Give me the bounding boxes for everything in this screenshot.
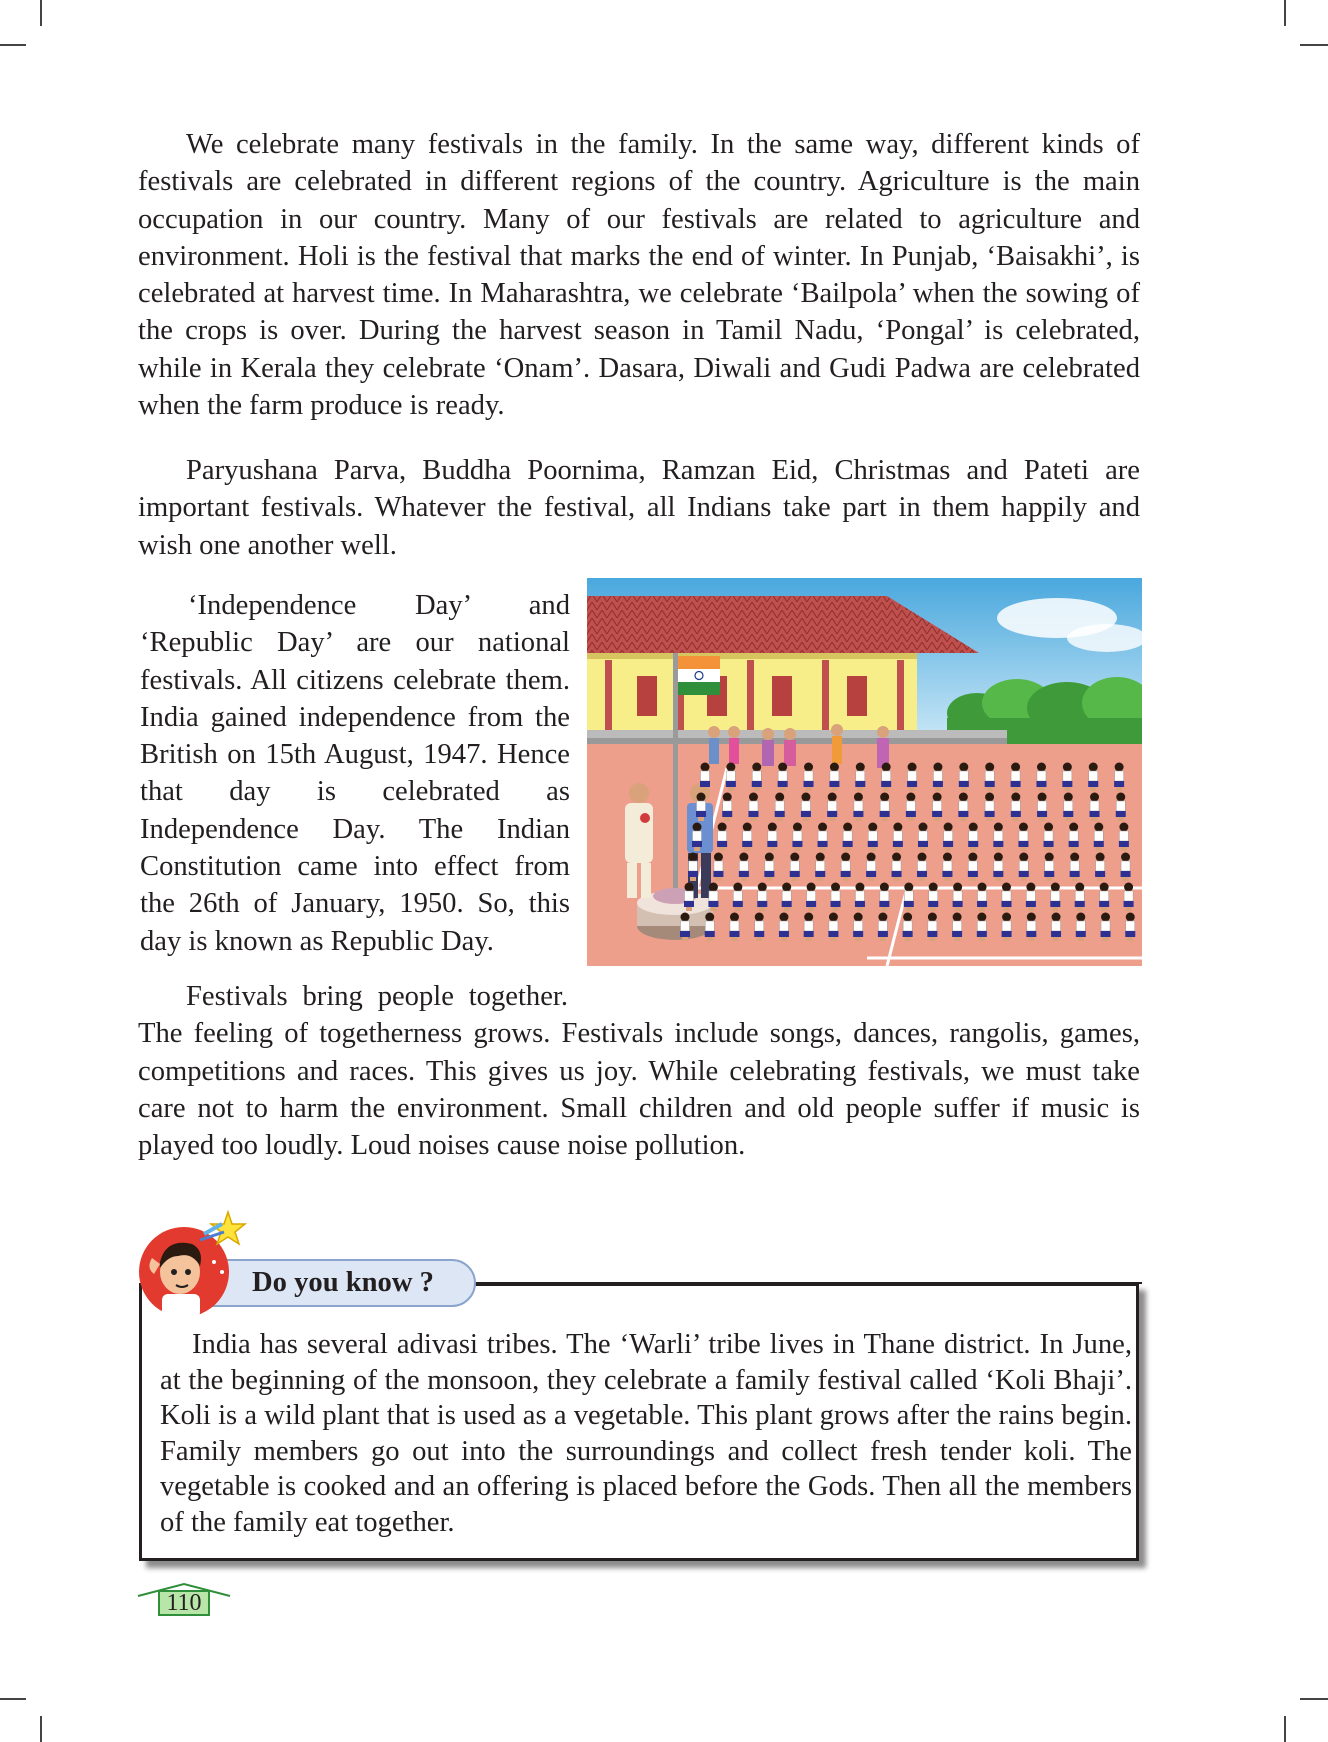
student-figure xyxy=(1099,883,1109,912)
student-figure xyxy=(928,883,938,912)
student-figure xyxy=(927,913,937,942)
student-figure xyxy=(752,763,762,792)
student-figure xyxy=(748,793,758,822)
student-figure xyxy=(906,793,916,822)
student-figure xyxy=(680,913,690,942)
student-figure xyxy=(828,913,838,942)
student-figure xyxy=(943,823,953,852)
student-figure xyxy=(1101,913,1111,942)
student-figure xyxy=(1088,763,1098,792)
student-figure xyxy=(692,823,702,852)
student-figure xyxy=(782,883,792,912)
student-figure xyxy=(804,763,814,792)
student-figure xyxy=(893,823,903,852)
paragraph-togetherness-first-line: Festivals bring people together. xyxy=(186,981,568,1012)
student-figure xyxy=(942,853,952,882)
student-figure xyxy=(1094,823,1104,852)
student-figure xyxy=(977,883,987,912)
student-figure xyxy=(993,823,1003,852)
student-figure xyxy=(739,853,749,882)
student-figure xyxy=(827,793,837,822)
student-figure xyxy=(977,913,987,942)
student-figure xyxy=(684,883,694,912)
student-figure xyxy=(764,853,774,882)
student-figure xyxy=(933,763,943,792)
student-figure xyxy=(1116,793,1126,822)
student-figure xyxy=(815,853,825,882)
student-figure xyxy=(866,853,876,882)
student-figure xyxy=(1026,883,1036,912)
student-figure xyxy=(804,913,814,942)
student-figure xyxy=(993,853,1003,882)
student-figure xyxy=(1076,913,1086,942)
student-figure xyxy=(1125,913,1135,942)
student-figure xyxy=(1011,763,1021,792)
student-figure xyxy=(1019,853,1029,882)
student-figure xyxy=(879,883,889,912)
crop-mark xyxy=(1300,1698,1328,1700)
student-figure xyxy=(959,763,969,792)
student-figure xyxy=(853,793,863,822)
student-figure xyxy=(717,823,727,852)
student-figure xyxy=(841,853,851,882)
student-figure xyxy=(1124,883,1134,912)
student-figure xyxy=(855,763,865,792)
student-figure xyxy=(985,793,995,822)
student-figure xyxy=(953,883,963,912)
student-figure xyxy=(1037,793,1047,822)
student-figure xyxy=(696,793,706,822)
paragraph-important-festivals: Paryushana Parva, Buddha Poornima, Ramzan Eid, Christmas and Pateti are important festivals. Whatever the festival, all Indians take part in them happily and wish one another well. xyxy=(138,455,1140,561)
student-figure xyxy=(742,823,752,852)
student-figure xyxy=(1075,883,1085,912)
student-figure xyxy=(754,913,764,942)
student-figure xyxy=(878,913,888,942)
crop-mark xyxy=(1284,0,1286,26)
student-figure xyxy=(1044,853,1054,882)
student-figure xyxy=(831,883,841,912)
student-figure xyxy=(733,883,743,912)
do-you-know-rule xyxy=(474,1282,1142,1284)
student-figure xyxy=(779,913,789,942)
student-figure xyxy=(903,913,913,942)
student-figure xyxy=(892,853,902,882)
student-figure xyxy=(880,793,890,822)
student-figure xyxy=(700,763,710,792)
student-figure xyxy=(688,853,698,882)
student-figure xyxy=(1036,763,1046,792)
student-figure xyxy=(806,883,816,912)
student-figure xyxy=(968,853,978,882)
crop-mark xyxy=(40,0,42,26)
student-figure xyxy=(767,823,777,852)
student-figure xyxy=(775,793,785,822)
crop-mark xyxy=(0,1698,26,1700)
student-figure xyxy=(917,853,927,882)
student-figure xyxy=(708,883,718,912)
do-you-know-title: Do you know ? xyxy=(252,1267,434,1298)
student-figure xyxy=(1069,823,1079,852)
crop-mark xyxy=(40,1716,42,1742)
student-figure xyxy=(1062,763,1072,792)
student-figure xyxy=(705,913,715,942)
student-figure xyxy=(713,853,723,882)
student-figure xyxy=(1002,913,1012,942)
paragraph-togetherness-rest: The feeling of togetherness grows. Festivals include songs, dances, rangolis, games, competitions and races. This gives us joy. While celebrating festivals, we must take care not to harm the environment. Small children and old people suffer if music is played too loudly. Loud noises cause noise pollution. xyxy=(138,1018,1140,1162)
student-figure xyxy=(726,763,736,792)
student-figure xyxy=(843,823,853,852)
student-figure xyxy=(985,763,995,792)
student-figure xyxy=(1051,913,1061,942)
student-figure xyxy=(1018,823,1028,852)
student-figure xyxy=(790,853,800,882)
student-figure xyxy=(801,793,811,822)
crop-mark xyxy=(1284,1716,1286,1742)
flag-hoisting-illustration xyxy=(587,578,1142,966)
student-figure xyxy=(1114,763,1124,792)
student-figure xyxy=(958,793,968,822)
student-figure xyxy=(907,763,917,792)
student-figure xyxy=(855,883,865,912)
student-figure xyxy=(792,823,802,852)
page-number-badge xyxy=(136,1582,232,1622)
student-figure xyxy=(868,823,878,852)
thinking-boy-icon xyxy=(132,1210,252,1320)
student-figure xyxy=(1050,883,1060,912)
student-figure xyxy=(1090,793,1100,822)
student-figure xyxy=(1070,853,1080,882)
student-figure xyxy=(881,763,891,792)
paragraph-festivals-regions: We celebrate many festivals in the family. In the same way, different kinds of festivals are celebrated in different regions of the country. Agriculture is the main occupation in our country. Many of our festivals are related to agriculture and environment. Holi is the festival that marks the end of winter. In Punjab, ‘Baisakhi’, is celebrated at harvest time. In Maharashtra, we celebrate ‘Bailpola’ when the sowing of the crops is over. During the harvest season in Tamil Nadu, ‘Pongal’ is celebrated, while in Kerala they celebrate ‘Onam’. Dasara, Diwali and Gudi Padwa are celebrated when the farm produce is ready. xyxy=(138,129,1140,422)
crop-mark xyxy=(1300,44,1328,46)
student-figure xyxy=(1044,823,1054,852)
do-you-know-text: India has several adivasi tribes. The ‘Warli’ tribe lives in Thane district. In June, at the beginning of the monsoon, they celebrate a family festival called ‘Koli Bhaji’. Koli is a wild plant that is used as a vegetable. This plant grows after the rains begin. Family members go out into the surroundings and collect fresh tender koli. The vegetable is cooked and an offering is placed before the Gods. Then all the members of the family eat together. xyxy=(160,1329,1132,1538)
paragraph-togetherness xyxy=(138,978,1140,1164)
student-figure xyxy=(1001,883,1011,912)
student-figure xyxy=(904,883,914,912)
indian-flag-icon xyxy=(678,656,720,695)
student-figure xyxy=(853,913,863,942)
page-number: 110 xyxy=(158,1590,210,1616)
student-figure xyxy=(829,763,839,792)
student-figure xyxy=(722,793,732,822)
student-figure xyxy=(757,883,767,912)
student-figure xyxy=(778,763,788,792)
student-figure xyxy=(1011,793,1021,822)
student-figure xyxy=(1095,853,1105,882)
student-figure xyxy=(1121,853,1131,882)
student-figure xyxy=(1026,913,1036,942)
student-figure xyxy=(932,793,942,822)
crop-mark xyxy=(0,44,26,46)
student-figure xyxy=(968,823,978,852)
student-figure xyxy=(918,823,928,852)
paragraph-national-festivals: ‘Independence Day’ and ‘Republic Day’ are our national festivals. All citizens celebrate them. India gained independence from the British on 15th August, 1947. Hence that day is celebrated as Independence Day. The Indian Constitution came into effect from the 26th of January, 1950. So, this day is known as Republic Day. xyxy=(140,590,570,957)
student-figure xyxy=(952,913,962,942)
student-figure xyxy=(729,913,739,942)
student-figure xyxy=(1119,823,1129,852)
student-figure xyxy=(818,823,828,852)
student-figure xyxy=(1063,793,1073,822)
